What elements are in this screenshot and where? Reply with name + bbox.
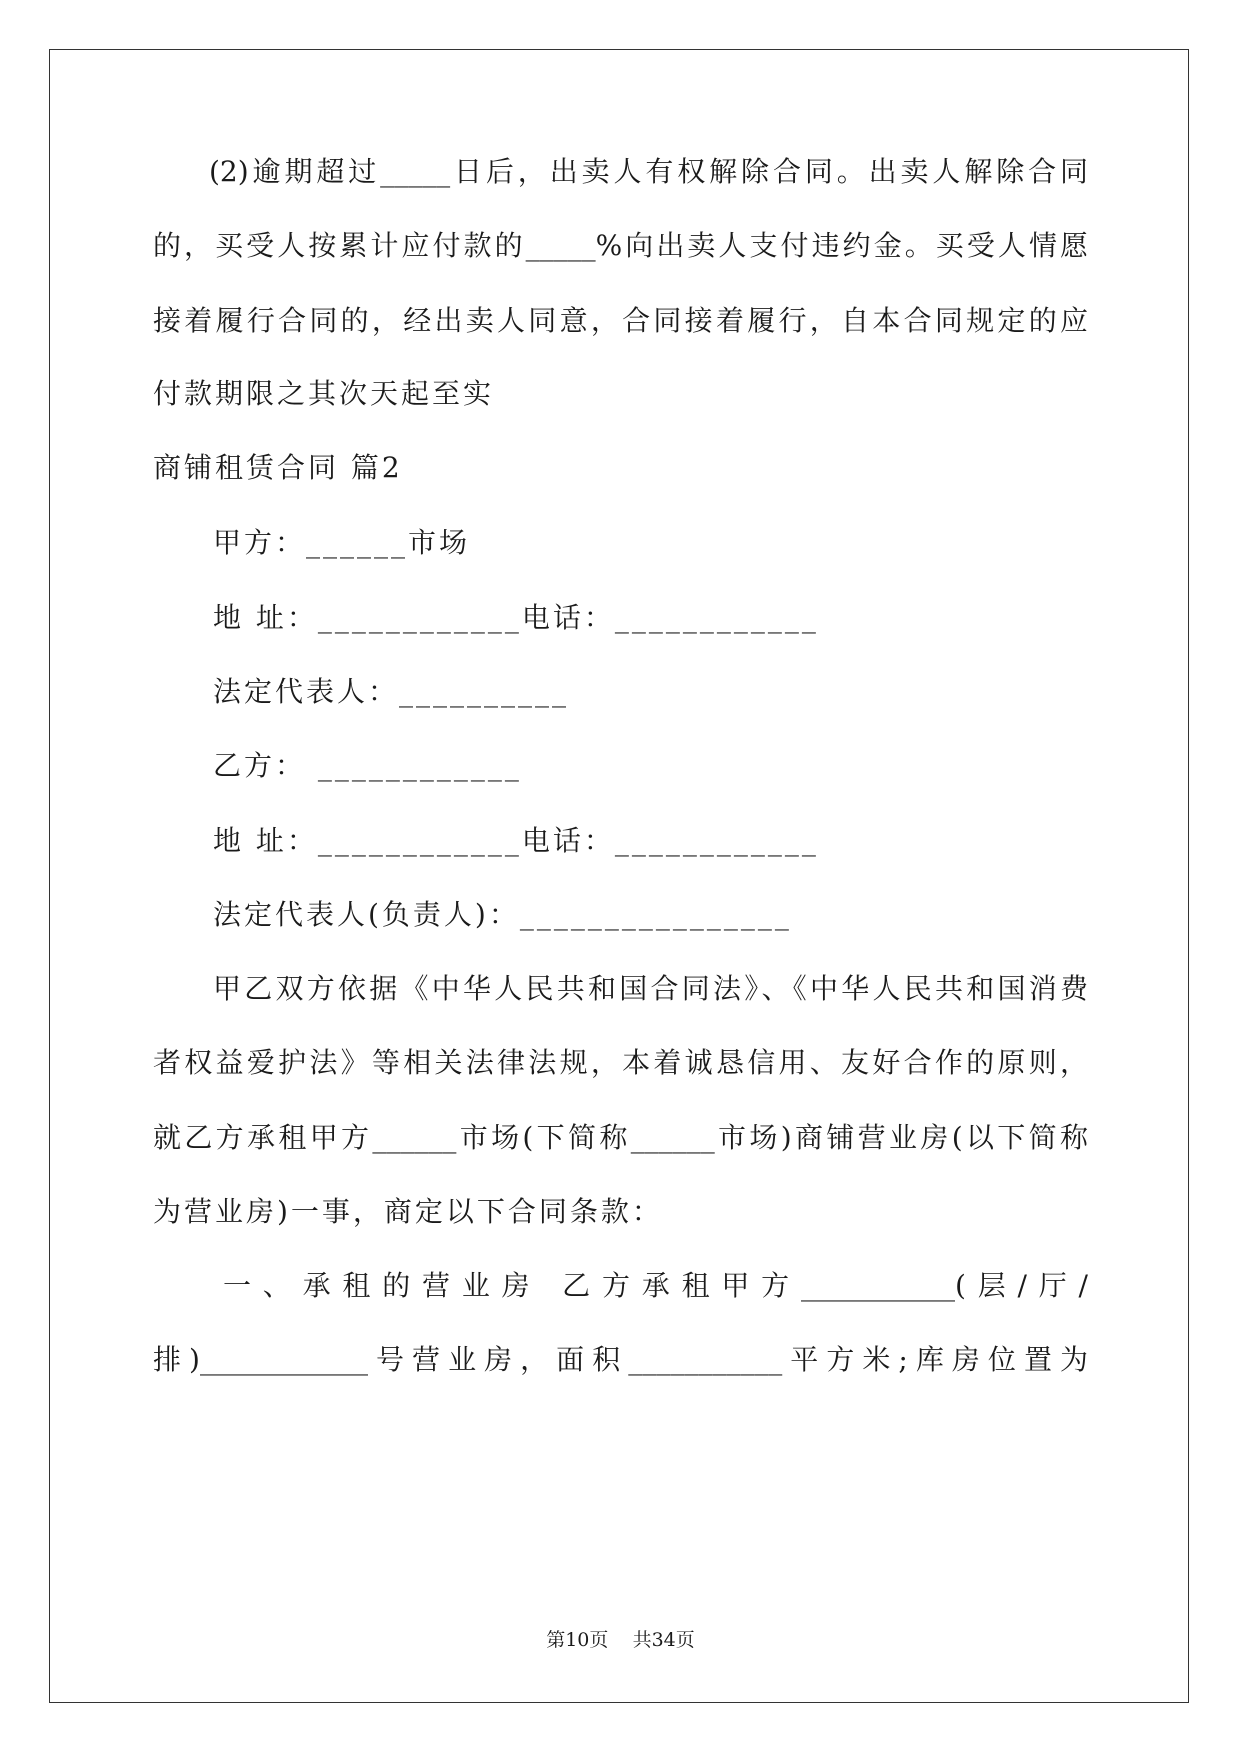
party-b-representative-line: 法定代表人(负责人)：________________ [213, 898, 792, 931]
clause-heading-line: 一、承租的营业房 乙方承租甲方___________(层/厅/ [223, 1269, 1088, 1302]
paragraph-line: 为营业房)一事，商定以下合同条款： [153, 1195, 663, 1228]
paragraph-line: 的，买受人按累计应付款的_____%向出卖人支付违约金。买受人情愿 [153, 229, 1088, 262]
party-a-address-line: 地 址：____________电话：____________ [213, 601, 819, 634]
total-pages: 共34页 [632, 1629, 695, 1651]
paragraph-line: 接着履行合同的，经出卖人同意，合同接着履行，自本合同规定的应 [153, 304, 1088, 337]
party-a-line: 甲方：______市场 [213, 526, 471, 559]
paragraph-line: 就乙方承租甲方______市场(下简称______市场)商铺营业房(以下简称 [153, 1121, 1088, 1154]
party-a-representative-line: 法定代表人：__________ [213, 675, 570, 708]
paragraph-line: 甲乙双方依据《中华人民共和国合同法》、《中华人民共和国消费 [213, 972, 1088, 1005]
paragraph-line: (2)逾期超过_____日后，出卖人有权解除合同。出卖人解除合同 [209, 155, 1088, 188]
paragraph-line: 付款期限之其次天起至实 [153, 377, 495, 410]
party-b-line: 乙方： ____________ [213, 749, 522, 782]
paragraph-line: 者权益爱护法》等相关法律法规，本着诚恳信用、友好合作的原则， [153, 1046, 1088, 1079]
section-title: 商铺租赁合同 篇2 [153, 451, 403, 484]
page-footer [0, 1628, 1241, 1652]
page-frame [49, 49, 1189, 1703]
page-number: 第10页 [546, 1629, 609, 1651]
party-b-address-line: 地 址：____________电话：____________ [213, 824, 819, 857]
paragraph-line: 排)____________号营业房，面积___________平方米;库房位置为 [153, 1343, 1088, 1376]
